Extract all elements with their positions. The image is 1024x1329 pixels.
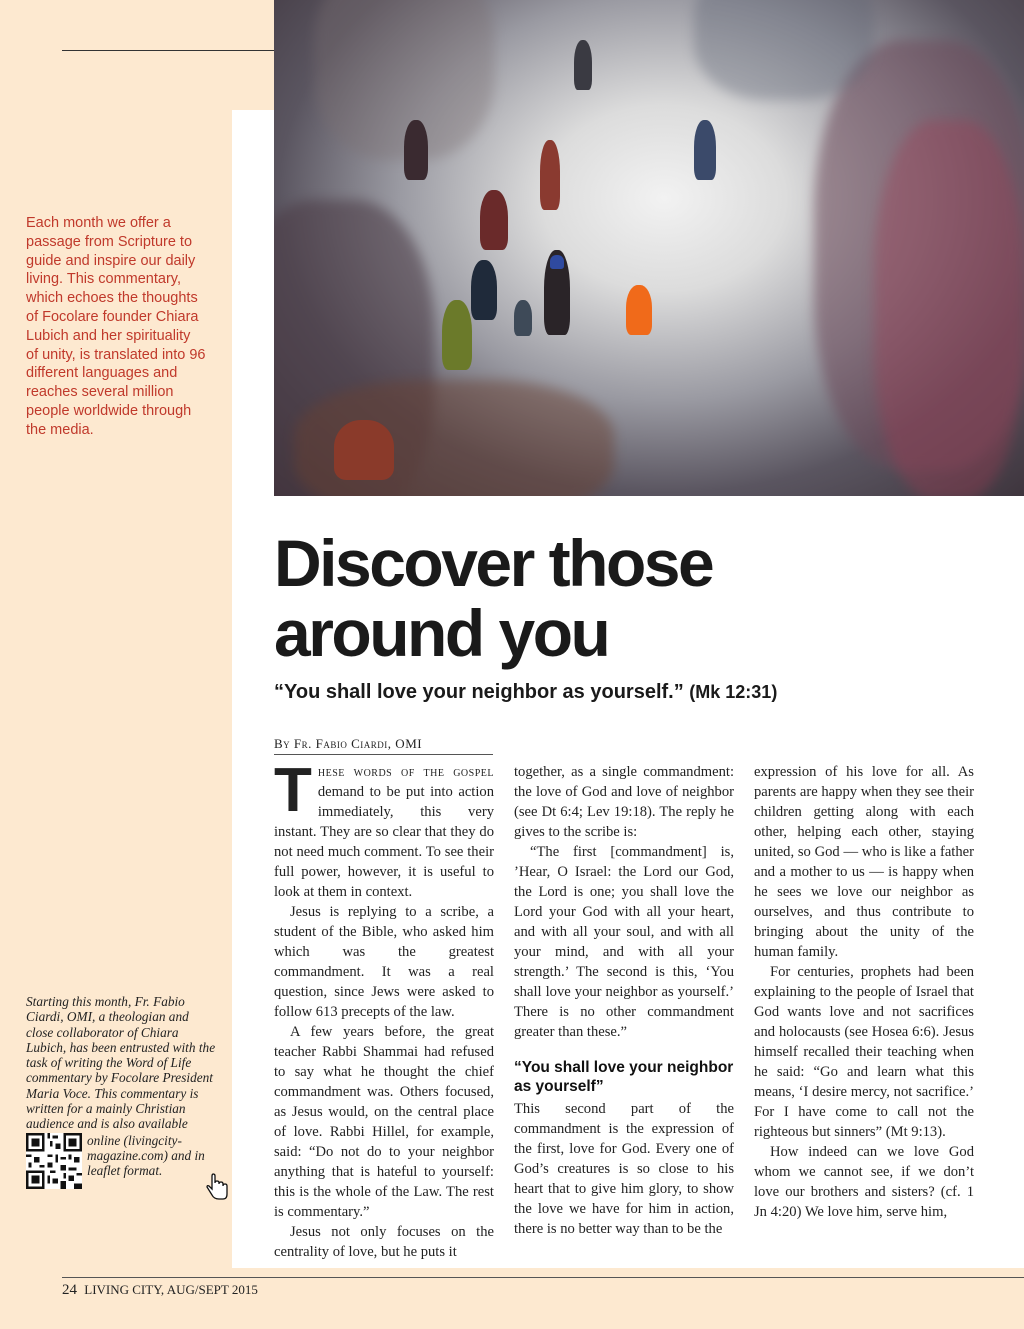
quote-text: “You shall love your neighbor as yourself.” xyxy=(274,681,684,703)
title-line-2: around you xyxy=(274,596,609,670)
byline: By Fr. Fabio Ciardi, OMI xyxy=(274,736,493,755)
section-heading: “You shall love your neighbor as yourself” xyxy=(514,1059,734,1095)
title-line-1: Discover those xyxy=(274,526,713,600)
hand-pointer-icon xyxy=(202,1172,232,1202)
qr-code-icon[interactable] xyxy=(26,1133,82,1189)
lead-in-smallcaps: hese words of the gospel xyxy=(317,764,494,780)
sidebar-intro-text: Each month we offer a passage from Scripture to guide and inspire our daily living. This commentary, which echoes the thoughts of Focolare founder Chiara Lubich and her spirituality of unity, is translated into 96 different languages and reaches several million people worldwide through the media. xyxy=(26,215,206,438)
paragraph: This second part of the commandment is the expression of the first, love for God. Every one of God’s creatures is so close to his heart that to give him glory, to show the love we have for him in action, there is no better way than to be the xyxy=(514,1101,734,1237)
paragraph: “The first [commandment] is, ’Hear, O Israel: the Lord our God, the Lord is one; you shall love the Lord your God with all your heart, and with all your soul, and with all your mind, and with all your strength.’ The second is this, ‘You shall love your neighbor as yourself.’ There is no other commandment greater than these.” xyxy=(514,844,734,1040)
scripture-reference: (Mk 12:31) xyxy=(689,682,778,702)
drop-cap: T xyxy=(274,756,312,825)
page-number: 24 xyxy=(62,1282,77,1298)
article-title xyxy=(274,528,994,668)
page-footer xyxy=(62,1282,258,1299)
crowd-photo xyxy=(274,0,1024,496)
sidebar-author-note xyxy=(26,994,218,1189)
paragraph: together, as a single commandment: the love of God and love of neighbor (see Dt 6:4; Lev 19:18). The reply he gives to the scribe is: xyxy=(514,764,734,840)
article-column-3 xyxy=(754,762,974,1222)
paragraph xyxy=(274,756,494,902)
scripture-quote xyxy=(274,681,1014,704)
author-note-tail: online (livingcity-magazine.com) and in leaflet format. xyxy=(87,1132,205,1179)
paragraph: For centuries, prophets had been explaining to the people of Israel that God wants love and not sacrifices and holocausts (see Hosea 6:6). Jesus himself recalled their teaching when he said: “Go and learn what this means, ‘I desire mercy, not sacrifice.’ For I have come to call not the righteous but sinners” (Mt 9:13). xyxy=(754,964,974,1140)
article-column-2 xyxy=(514,762,734,1239)
author-note-text: Starting this month, Fr. Fabio Ciardi, OMI, a theologian and close collaborator of Chiara Lubich, has been entrusted with the task of writing the Word of Life commentary by Focolare President Maria Voce. This commentary is written for a mainly Christian audience and is also available xyxy=(26,994,216,1132)
paragraph: Jesus is replying to a scribe, a student of the Bible, who asked him which was the greatest commandment. It was a real question, since Jews were asked to follow 613 precepts of the law. xyxy=(274,904,494,1020)
paragraph: A few years before, the great teacher Rabbi Shammai had refused to say what he thought the chief commandment was. Others focused, as Jesus would, on the central place of love. Rabbi Hillel, for example, said: “Do not do to your neighbor anything that is hateful to yourself: this is the whole of the Law. The rest is commentary.” xyxy=(274,1024,494,1220)
paragraph: Jesus not only focuses on the centrality of love, but he puts it xyxy=(274,1224,494,1260)
article-column-1 xyxy=(274,756,494,1262)
footer-rule xyxy=(62,1277,1024,1278)
publication-info: LIVING CITY, AUG/SEPT 2015 xyxy=(84,1282,258,1297)
paragraph-text: demand to be put into action immediately, this very instant. They are so clear that they do not need much comment. To see their full power, however, it is useful to look at them in context. xyxy=(274,784,494,900)
paragraph: expression of his love for all. As parents are happy when they see their children getting along with each other, helping each other, staying united, so God — who is like a father and a mother to us — is happy when he sees we love our neighbor as ourselves, and thus contribute to bringing about the unity of the human family. xyxy=(754,764,974,960)
top-rule xyxy=(62,50,274,51)
paragraph: How indeed can we love God whom we cannot see, if we don’t love our brothers and sisters? (cf. 1 Jn 4:20) We love him, serve him, xyxy=(754,1144,974,1220)
